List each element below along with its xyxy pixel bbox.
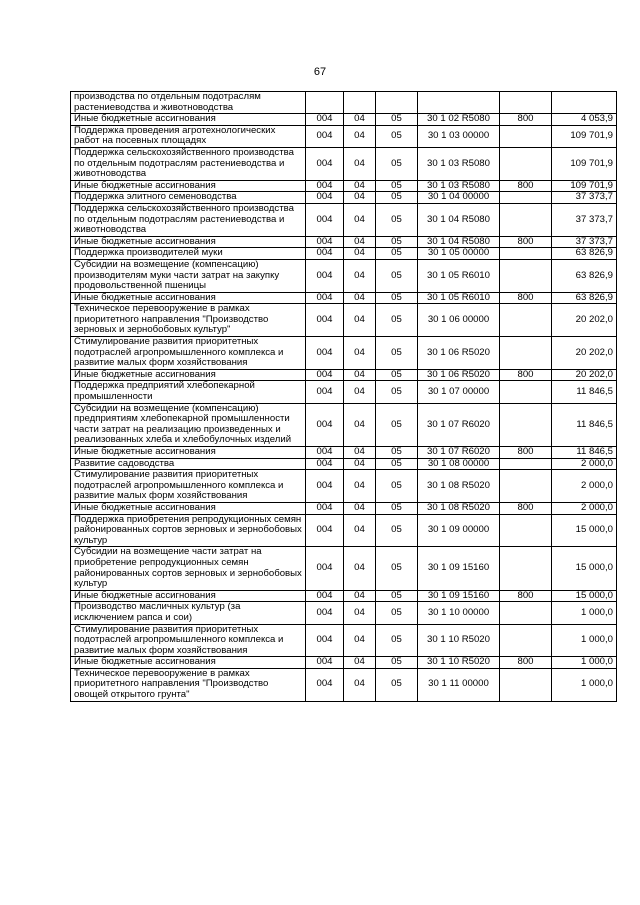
expense-item-name: Стимулирование развития приоритетных подотраслей агропромышленного комплекса и развитие малых форм хозяйствования <box>71 470 306 503</box>
table-row <box>71 447 617 459</box>
section-code: 04 <box>344 125 376 147</box>
expense-item-name: Поддержка проведения агротехнологических работ на посевных площадях <box>71 125 306 147</box>
expense-type-code <box>500 668 552 701</box>
expense-type-code: 800 <box>500 292 552 304</box>
expense-item-name: Иные бюджетные ассигнования <box>71 447 306 459</box>
amount: 20 202,0 <box>552 369 617 381</box>
table-row <box>71 657 617 669</box>
department-code: 004 <box>306 304 344 337</box>
table-row <box>71 125 617 147</box>
table-row <box>71 470 617 503</box>
subsection-code: 05 <box>376 147 418 180</box>
target-article-code <box>418 92 500 114</box>
table-row <box>71 192 617 204</box>
target-article-code: 30 1 11 00000 <box>418 668 500 701</box>
subsection-code: 05 <box>376 624 418 657</box>
expense-type-code: 800 <box>500 502 552 514</box>
target-article-code: 30 1 03 R5080 <box>418 147 500 180</box>
section-code: 04 <box>344 180 376 192</box>
department-code: 004 <box>306 590 344 602</box>
department-code: 004 <box>306 624 344 657</box>
section-code: 04 <box>344 657 376 669</box>
target-article-code: 30 1 06 00000 <box>418 304 500 337</box>
amount: 109 701,9 <box>552 125 617 147</box>
subsection-code: 05 <box>376 114 418 126</box>
amount: 63 826,9 <box>552 248 617 260</box>
expense-type-code <box>500 458 552 470</box>
target-article-code: 30 1 04 R5080 <box>418 236 500 248</box>
table-row <box>71 248 617 260</box>
department-code: 004 <box>306 602 344 624</box>
expense-type-code: 800 <box>500 447 552 459</box>
target-article-code: 30 1 03 R5080 <box>418 180 500 192</box>
expense-type-code <box>500 147 552 180</box>
expense-item-name: Иные бюджетные ассигнования <box>71 180 306 192</box>
section-code: 04 <box>344 259 376 292</box>
amount: 4 053,9 <box>552 114 617 126</box>
department-code: 004 <box>306 381 344 403</box>
target-article-code: 30 1 04 00000 <box>418 192 500 204</box>
target-article-code: 30 1 02 R5080 <box>418 114 500 126</box>
amount: 15 000,0 <box>552 590 617 602</box>
expense-item-name: Поддержка сельскохозяйственного производства по отдельным подотраслям растениеводства и животноводства <box>71 203 306 236</box>
expense-item-name: Иные бюджетные ассигнования <box>71 236 306 248</box>
section-code: 04 <box>344 547 376 590</box>
page-number: 67 <box>313 66 327 78</box>
target-article-code: 30 1 10 00000 <box>418 602 500 624</box>
target-article-code: 30 1 09 15160 <box>418 590 500 602</box>
table-row <box>71 624 617 657</box>
section-code: 04 <box>344 114 376 126</box>
subsection-code: 05 <box>376 381 418 403</box>
subsection-code: 05 <box>376 203 418 236</box>
subsection-code: 05 <box>376 590 418 602</box>
section-code: 04 <box>344 458 376 470</box>
table-row <box>71 236 617 248</box>
table-row <box>71 602 617 624</box>
subsection-code: 05 <box>376 403 418 446</box>
section-code: 04 <box>344 668 376 701</box>
target-article-code: 30 1 08 R5020 <box>418 470 500 503</box>
target-article-code: 30 1 05 R6010 <box>418 292 500 304</box>
subsection-code: 05 <box>376 547 418 590</box>
amount: 37 373,7 <box>552 236 617 248</box>
expense-item-name: Иные бюджетные ассигнования <box>71 292 306 304</box>
amount: 2 000,0 <box>552 458 617 470</box>
expense-type-code <box>500 259 552 292</box>
expense-type-code <box>500 125 552 147</box>
subsection-code: 05 <box>376 292 418 304</box>
expense-type-code: 800 <box>500 236 552 248</box>
target-article-code: 30 1 07 R6020 <box>418 403 500 446</box>
expense-type-code <box>500 470 552 503</box>
amount: 1 000,0 <box>552 668 617 701</box>
department-code: 004 <box>306 248 344 260</box>
expense-item-name: Поддержка предприятий хлебопекарной промышленности <box>71 381 306 403</box>
expense-type-code <box>500 248 552 260</box>
department-code <box>306 92 344 114</box>
expense-item-name: Иные бюджетные ассигнования <box>71 369 306 381</box>
table-row <box>71 337 617 370</box>
expense-type-code: 800 <box>500 114 552 126</box>
amount: 37 373,7 <box>552 192 617 204</box>
subsection-code <box>376 92 418 114</box>
section-code: 04 <box>344 470 376 503</box>
amount: 20 202,0 <box>552 337 617 370</box>
section-code: 04 <box>344 147 376 180</box>
department-code: 004 <box>306 458 344 470</box>
department-code: 004 <box>306 292 344 304</box>
subsection-code: 05 <box>376 668 418 701</box>
section-code <box>344 92 376 114</box>
expense-item-name: Поддержка производителей муки <box>71 248 306 260</box>
target-article-code: 30 1 08 00000 <box>418 458 500 470</box>
department-code: 004 <box>306 203 344 236</box>
amount: 37 373,7 <box>552 203 617 236</box>
expense-item-name: Производство масличных культур (за исключением рапса и сои) <box>71 602 306 624</box>
amount: 11 846,5 <box>552 403 617 446</box>
expense-type-code <box>500 203 552 236</box>
department-code: 004 <box>306 180 344 192</box>
section-code: 04 <box>344 590 376 602</box>
department-code: 004 <box>306 114 344 126</box>
subsection-code: 05 <box>376 248 418 260</box>
table-row <box>71 304 617 337</box>
department-code: 004 <box>306 147 344 180</box>
expense-item-name: Поддержка элитного семеноводства <box>71 192 306 204</box>
section-code: 04 <box>344 514 376 547</box>
expense-type-code: 800 <box>500 180 552 192</box>
section-code: 04 <box>344 248 376 260</box>
section-code: 04 <box>344 203 376 236</box>
expense-item-name: производства по отдельным подотраслям растениеводства и животноводства <box>71 92 306 114</box>
subsection-code: 05 <box>376 602 418 624</box>
expense-type-code <box>500 602 552 624</box>
amount: 20 202,0 <box>552 304 617 337</box>
expense-item-name: Иные бюджетные ассигнования <box>71 114 306 126</box>
section-code: 04 <box>344 403 376 446</box>
target-article-code: 30 1 05 00000 <box>418 248 500 260</box>
expense-type-code <box>500 624 552 657</box>
target-article-code: 30 1 06 R5020 <box>418 337 500 370</box>
department-code: 004 <box>306 403 344 446</box>
table-row <box>71 114 617 126</box>
expense-item-name: Иные бюджетные ассигнования <box>71 657 306 669</box>
table-row <box>71 92 617 114</box>
department-code: 004 <box>306 259 344 292</box>
expense-item-name: Техническое перевооружение в рамках приоритетного направления "Производство зерновых и зернобобовых культур" <box>71 304 306 337</box>
subsection-code: 05 <box>376 180 418 192</box>
subsection-code: 05 <box>376 502 418 514</box>
department-code: 004 <box>306 125 344 147</box>
expense-type-code <box>500 304 552 337</box>
target-article-code: 30 1 05 R6010 <box>418 259 500 292</box>
section-code: 04 <box>344 236 376 248</box>
amount: 63 826,9 <box>552 292 617 304</box>
table-row <box>71 514 617 547</box>
expense-item-name: Субсидии на возмещение (компенсацию) предприятиям хлебопекарной промышленности части затрат на реализацию произведенных и реализованных хлеба и хлебобулочных изделий <box>71 403 306 446</box>
expense-type-code: 800 <box>500 590 552 602</box>
amount: 1 000,0 <box>552 624 617 657</box>
department-code: 004 <box>306 668 344 701</box>
department-code: 004 <box>306 192 344 204</box>
table-row <box>71 259 617 292</box>
table-row <box>71 547 617 590</box>
target-article-code: 30 1 10 R5020 <box>418 657 500 669</box>
subsection-code: 05 <box>376 514 418 547</box>
section-code: 04 <box>344 602 376 624</box>
expense-item-name: Субсидии на возмещение (компенсацию) производителям муки части затрат на закупку продовольственной пшеницы <box>71 259 306 292</box>
expense-item-name: Развитие садоводства <box>71 458 306 470</box>
expense-type-code: 800 <box>500 657 552 669</box>
section-code: 04 <box>344 369 376 381</box>
target-article-code: 30 1 08 R5020 <box>418 502 500 514</box>
subsection-code: 05 <box>376 657 418 669</box>
expense-item-name: Поддержка приобретения репродукционных семян районированных сортов зерновых и зернобобовых культур <box>71 514 306 547</box>
department-code: 004 <box>306 337 344 370</box>
amount <box>552 92 617 114</box>
amount: 1 000,0 <box>552 602 617 624</box>
expense-item-name: Стимулирование развития приоритетных подотраслей агропромышленного комплекса и развитие малых форм хозяйствования <box>71 337 306 370</box>
table-row <box>71 180 617 192</box>
department-code: 004 <box>306 236 344 248</box>
subsection-code: 05 <box>376 125 418 147</box>
amount: 109 701,9 <box>552 147 617 180</box>
budget-table <box>70 91 617 702</box>
table-row <box>71 147 617 180</box>
target-article-code: 30 1 04 R5080 <box>418 203 500 236</box>
section-code: 04 <box>344 447 376 459</box>
department-code: 004 <box>306 502 344 514</box>
target-article-code: 30 1 09 00000 <box>418 514 500 547</box>
expense-type-code <box>500 92 552 114</box>
expense-item-name: Техническое перевооружение в рамках приоритетного направления "Производство овощей открытого грунта" <box>71 668 306 701</box>
section-code: 04 <box>344 381 376 403</box>
expense-item-name: Иные бюджетные ассигнования <box>71 590 306 602</box>
target-article-code: 30 1 07 00000 <box>418 381 500 403</box>
department-code: 004 <box>306 447 344 459</box>
amount: 11 846,5 <box>552 381 617 403</box>
subsection-code: 05 <box>376 259 418 292</box>
expense-type-code <box>500 403 552 446</box>
table-row <box>71 668 617 701</box>
expense-type-code <box>500 514 552 547</box>
subsection-code: 05 <box>376 470 418 503</box>
target-article-code: 30 1 07 R6020 <box>418 447 500 459</box>
department-code: 004 <box>306 369 344 381</box>
department-code: 004 <box>306 547 344 590</box>
amount: 2 000,0 <box>552 502 617 514</box>
subsection-code: 05 <box>376 192 418 204</box>
amount: 2 000,0 <box>552 470 617 503</box>
table-row <box>71 403 617 446</box>
department-code: 004 <box>306 470 344 503</box>
expense-item-name: Иные бюджетные ассигнования <box>71 502 306 514</box>
expense-type-code <box>500 547 552 590</box>
section-code: 04 <box>344 304 376 337</box>
subsection-code: 05 <box>376 304 418 337</box>
amount: 1 000,0 <box>552 657 617 669</box>
amount: 63 826,9 <box>552 259 617 292</box>
target-article-code: 30 1 09 15160 <box>418 547 500 590</box>
table-row <box>71 369 617 381</box>
expense-item-name: Стимулирование развития приоритетных подотраслей агропромышленного комплекса и развитие малых форм хозяйствования <box>71 624 306 657</box>
expense-item-name: Субсидии на возмещение части затрат на приобретение репродукционных семян районированных сортов зерновых и зернобобовых культур <box>71 547 306 590</box>
subsection-code: 05 <box>376 236 418 248</box>
section-code: 04 <box>344 337 376 370</box>
table-row <box>71 458 617 470</box>
table-row <box>71 590 617 602</box>
table-row <box>71 381 617 403</box>
section-code: 04 <box>344 502 376 514</box>
table-row <box>71 292 617 304</box>
department-code: 004 <box>306 514 344 547</box>
subsection-code: 05 <box>376 369 418 381</box>
subsection-code: 05 <box>376 337 418 370</box>
amount: 109 701,9 <box>552 180 617 192</box>
expense-type-code <box>500 381 552 403</box>
amount: 11 846,5 <box>552 447 617 459</box>
target-article-code: 30 1 10 R5020 <box>418 624 500 657</box>
target-article-code: 30 1 03 00000 <box>418 125 500 147</box>
section-code: 04 <box>344 624 376 657</box>
expense-type-code <box>500 337 552 370</box>
department-code: 004 <box>306 657 344 669</box>
amount: 15 000,0 <box>552 547 617 590</box>
expense-type-code <box>500 192 552 204</box>
section-code: 04 <box>344 192 376 204</box>
subsection-code: 05 <box>376 458 418 470</box>
section-code: 04 <box>344 292 376 304</box>
table-row <box>71 203 617 236</box>
subsection-code: 05 <box>376 447 418 459</box>
expense-type-code: 800 <box>500 369 552 381</box>
expense-item-name: Поддержка сельскохозяйственного производства по отдельным подотраслям растениеводства и животноводства <box>71 147 306 180</box>
target-article-code: 30 1 06 R5020 <box>418 369 500 381</box>
amount: 15 000,0 <box>552 514 617 547</box>
table-row <box>71 502 617 514</box>
